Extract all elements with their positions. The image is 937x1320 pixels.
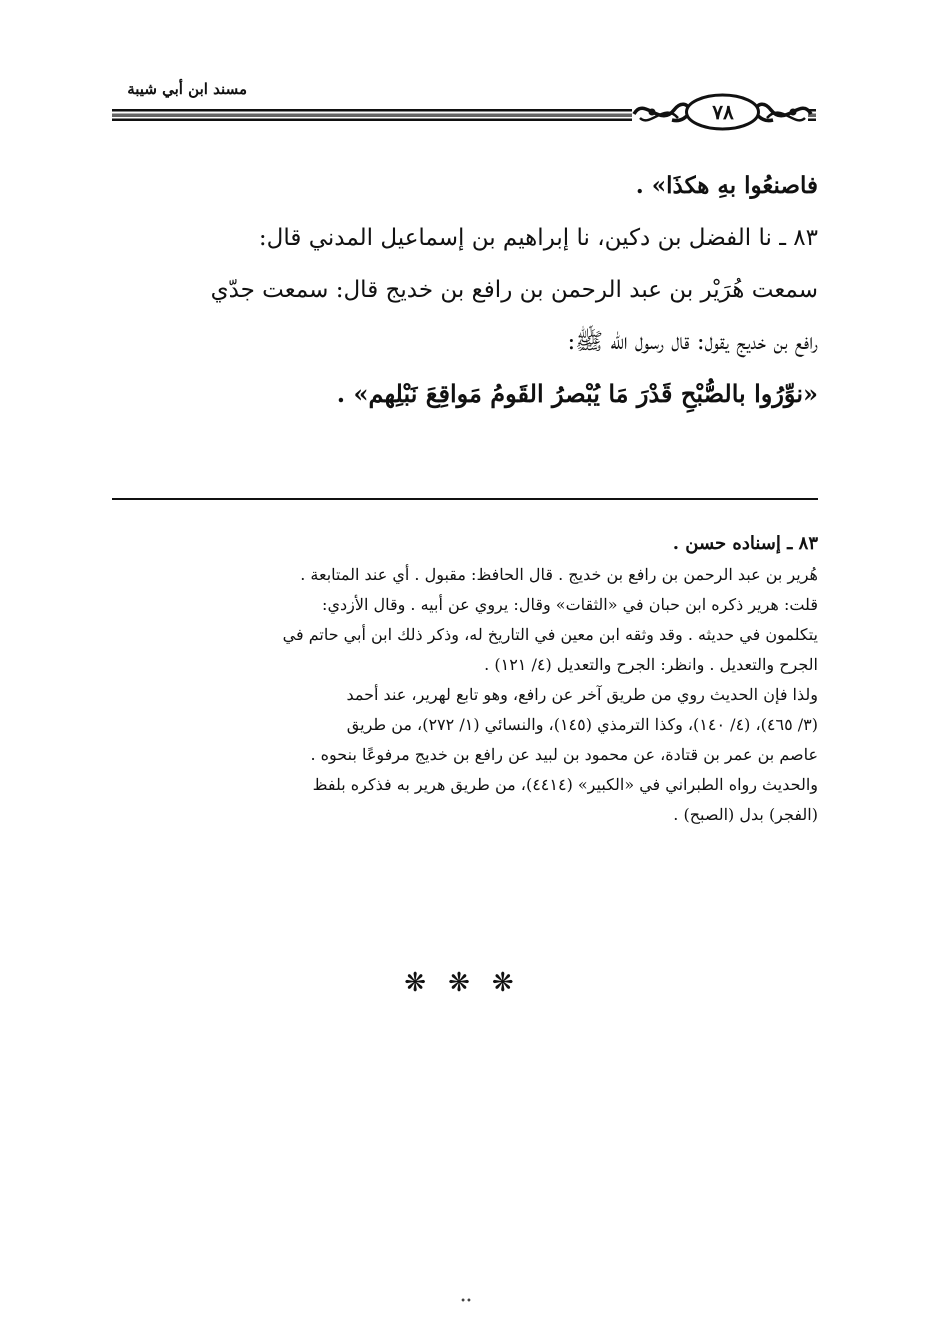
footnote-line: والحديث رواه الطبراني في «الكبير» (٤٤١٤)، من طريق هرير به فذكره بلفظ [312, 775, 818, 794]
footer-mark: •• [460, 1296, 472, 1307]
footnote-line: يتكلمون في حديثه . وقد وثقه ابن معين في التاريخ له، وذكر ذلك ابن أبي حاتم في [282, 625, 818, 644]
footnote-line: هُرير بن عبد الرحمن بن رافع بن خديج . قال الحافظ: مقبول . أي عند المتابعة . [300, 565, 818, 584]
hadith-quote: «نوِّرُوا بالصُّبْحِ قَدْرَ مَا يُبْصرُ القَومُ مَواقِعَ نَبْلِهم» . [336, 379, 818, 408]
footnote-line: قلت: هرير ذكره ابن حبان في «الثقات» وقال: يروي عن أبيه . وقال الأزدي: [322, 595, 818, 614]
page-number: ٧٨ [712, 100, 734, 124]
hadith-number-line: ٨٣ ـ نا الفضل بن دكين، نا إبراهيم بن إسماعيل المدني قال: [258, 225, 818, 251]
section-end-ornament [400, 968, 540, 1004]
book-title: مسند ابن أبي شيبة [127, 80, 247, 98]
text-line: سمعت هُرَيْر بن عبد الرحمن بن رافع بن خديج قال: سمعت جدّي [210, 277, 818, 303]
text-line: فاصنعُوا بهِ هكذَا» . [635, 172, 818, 199]
header-rule-left [112, 108, 632, 122]
main-text [112, 160, 818, 420]
footnote-heading: ٨٣ ـ إسناده حسن . [672, 533, 818, 554]
text-line: رافع بن خديج يقول: قال رسول الله ﷺ: [567, 329, 818, 355]
star-ornament-icon: ❋ [448, 968, 492, 998]
footnotes [112, 528, 818, 830]
footnote-line: (٣/ ٤٦٥)، (٤/ ١٤٠)، وكذا الترمذي (١٤٥)، والنسائي (١/ ٢٧٢)، من طريق [346, 715, 818, 734]
footnote-line: (الفجر) بدل (الصبح) . [673, 805, 818, 824]
star-ornament-icon: ❋ [404, 968, 449, 998]
footnote-divider [112, 498, 818, 500]
footnote-line: عاصم بن عمر بن قتادة، عن محمود بن لبيد عن رافع بن خديج مرفوعًا بنحوه . [310, 745, 818, 764]
footnote-line: ولذا فإن الحديث روي من طريق آخر عن رافع، وهو تابع لهرير، عند أحمد [346, 685, 818, 704]
star-ornament-icon: ❋ [491, 968, 536, 998]
footnote-line: الجرح والتعديل . وانظر: الجرح والتعديل (٤/ ١٢١) . [484, 655, 818, 674]
